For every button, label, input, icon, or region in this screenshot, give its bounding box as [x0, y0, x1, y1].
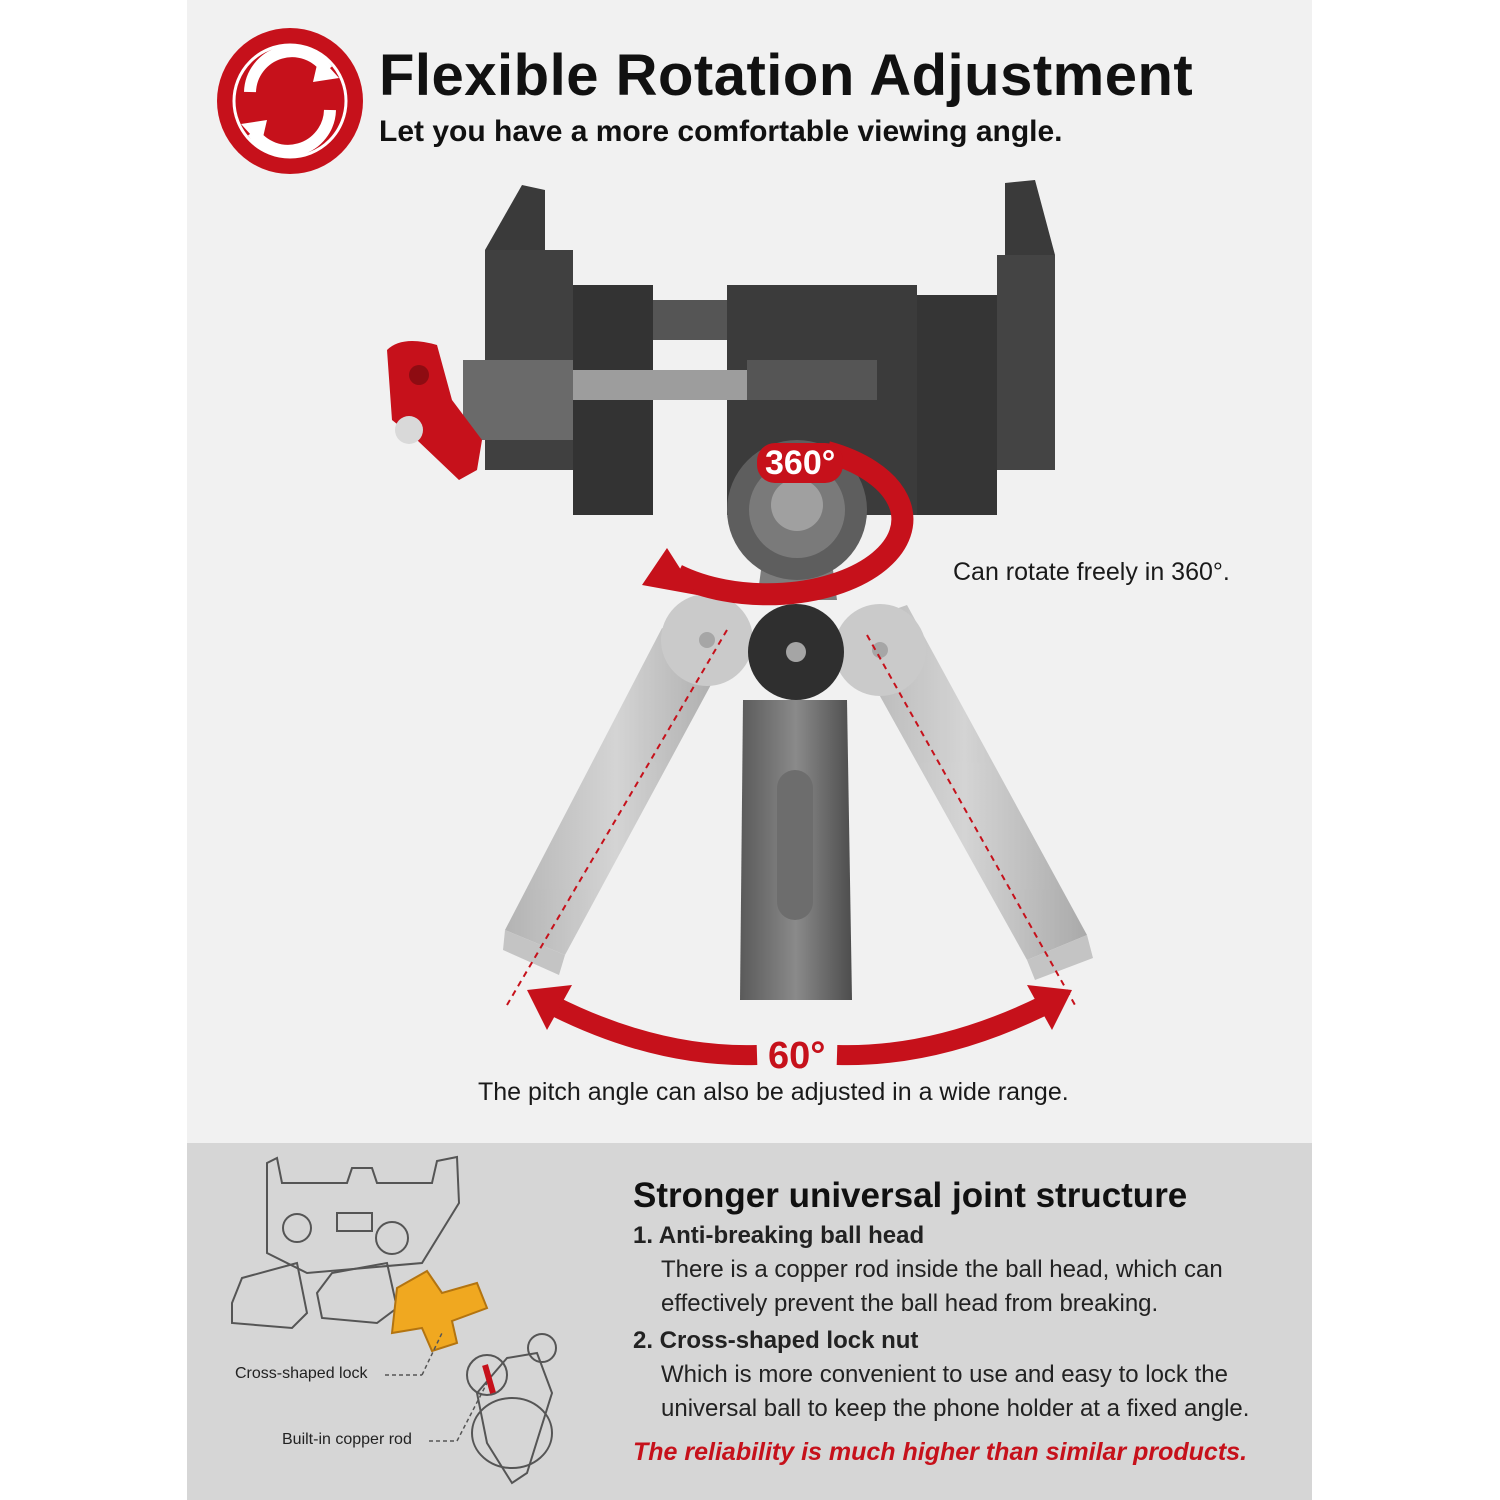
page-title: Flexible Rotation Adjustment: [379, 43, 1194, 108]
phone-clamp: [387, 180, 1055, 580]
pitch-caption: The pitch angle can also be adjusted in a wide range.: [478, 1078, 1069, 1106]
label-cross-lock: Cross-shaped lock: [235, 1365, 368, 1382]
product-panel: [187, 0, 1312, 1500]
feature-1-desc: There is a copper rod inside the ball head, which can effectively prevent the ball head from breaking.: [661, 1256, 1223, 1317]
feature-1-title: 1. Anti-breaking ball head: [633, 1222, 925, 1249]
arm-right-faded: [834, 604, 1093, 980]
copper-rod-icon: [485, 1365, 493, 1393]
feature-2-title: 2. Cross-shaped lock nut: [633, 1327, 919, 1354]
rotation-icon: [217, 28, 363, 174]
feature-2-desc: Which is more convenient to use and easy to lock the universal ball to keep the phone holder at a fixed angle.: [661, 1361, 1250, 1422]
rotation-caption: Can rotate freely in 360°.: [953, 558, 1230, 586]
page-subtitle: Let you have a more comfortable viewing angle.: [379, 115, 1063, 148]
ball-head-drawing: [467, 1334, 556, 1483]
rotation-angle-label: 360°: [757, 443, 843, 483]
pitch-angle-label: 60°: [764, 1034, 829, 1078]
label-copper-rod: Built-in copper rod: [282, 1431, 412, 1448]
cross-lock-nut-icon: [392, 1271, 487, 1351]
reliability-highlight: The reliability is much higher than similar products.: [633, 1438, 1248, 1466]
structure-heading: Stronger universal joint structure: [633, 1176, 1188, 1215]
